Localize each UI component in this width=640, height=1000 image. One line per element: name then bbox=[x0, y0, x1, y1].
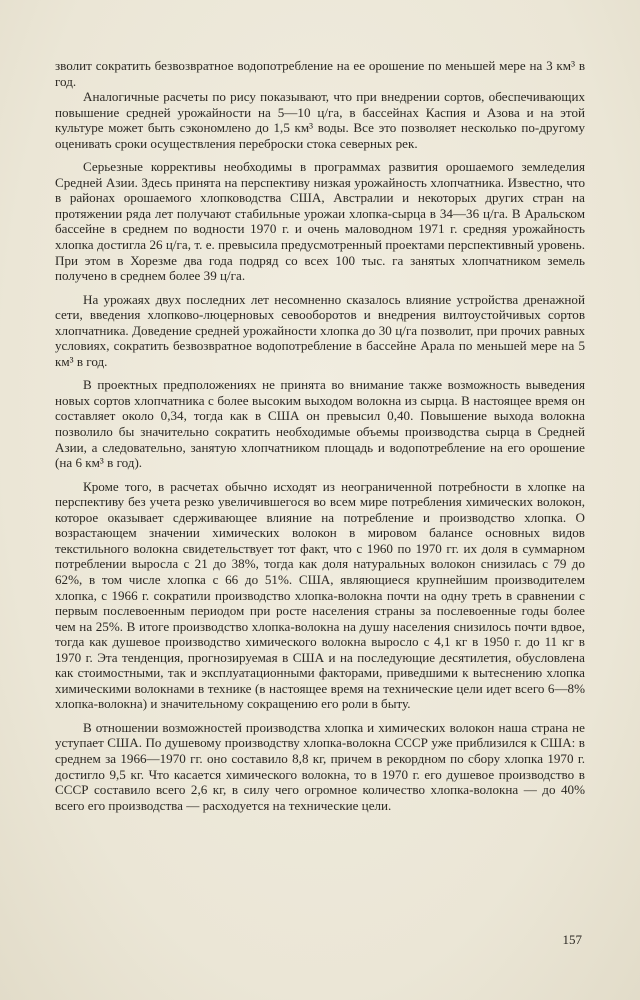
paragraph-continuation: зволит сократить безвозвратное водопотребление на ее орошение по меньшей мере на 3 км³ в год. bbox=[55, 58, 585, 89]
paragraph-fiber-yield: В проектных предположениях не принята во внимание также возможность выведения новых сортов хлопчатника с более высоким выходом волокна из сырца. В настоящее время он составляет около 0,34, тогда как в США он превысил 0,40. Повышение выхода волокна позволило бы значительно сократить необходимые объемы производства сырца в Средней Азии, а следовательно, занятую хлопчатником площадь и водопотребление на его орошение (на 6 км³ в год). bbox=[55, 377, 585, 471]
paragraph-ussr-production: В отношении возможностей производства хлопка и химических волокон наша страна не уступает США. По душевому производству хлопка-волокна СССР уже приблизился к США: в среднем за 1966—1970 гг. оно составило 8,8 кг, причем в рекордном по сбору хлопка 1970 г. достигло 9,5 кг. Что касается химического волокна, то в 1970 г. его душевое производство в СССР составило всего 2,6 кг, в силу чего огромное количество хлопка-волокна — до 40% всего его производства — расходуется на технические цели. bbox=[55, 719, 585, 813]
body-text bbox=[55, 58, 585, 813]
paragraph-chemical-fibers: Кроме того, в расчетах обычно исходят из неограниченной потребности в хлопке на перспективу без учета резко увеличившегося во всем мире потребления химических волокон, которое оказывает сдерживающее влияние на потребление и производство хлопка. О возрастающем значении химических волокон в мировом балансе основных видов текстильного волокна свидетельствует тот факт, что с 1960 по 1970 гг. их доля в суммарном потреблении выросла с 21 до 38%, тогда как доля натуральных волокон снизилась с 79 до 62%, в том числе хлопка с 66 до 51%. США, являющиеся крупнейшим производителем хлопка, с 1966 г. сократили производство хлопка-волокна почти на одну треть в сравнении с первым послевоенным периодом при росте населения страны за послевоенные годы более чем на 25%. В итоге производство хлопка-волокна на душу населения снизилось почти вдвое, тогда как душевое производство химического волокна выросло с 4,1 кг в 1950 г. до 11 кг в 1970 г. Эта тенденция, прогнозируемая в США и на последующие десятилетия, обусловлена как стоимостными, так и эксплуатационными факторами, приведшими к вытеснению хлопка химическими волокнами в технике (в настоящее время на технические цели идет всего 6—8% хлопка-волокна) и значительному сокращению его роли в быту. bbox=[55, 478, 585, 712]
paragraph-recent-harvests: На урожаях двух последних лет несомненно сказалось влияние устройства дренажной сети, введения хлопково-люцерновых севооборотов и внедрения вилтоустойчивых сортов хлопчатника. Доведение средней урожайности хлопка до 30 ц/га позволит, при прочих равных условиях, сократить безвозвратное водопотребление в бассейне Арала по меньшей мере на 5 км³ в год. bbox=[55, 291, 585, 369]
paragraph-central-asia-irrigation: Серьезные коррективы необходимы в программах развития орошаемого земледелия Средней Азии. Здесь принята на перспективу низкая урожайность хлопчатника. Известно, что в районах орошаемого хлопководства США, Австралии и некоторых других стран на протяжении ряда лет получают стабильные урожаи хлопка-сырца в 34—36 ц/га. В Аральском бассейне в среднем по водности 1970 г. и очень маловодном 1971 г. средняя урожайность хлопка достигла 26 ц/га, т. е. превысила предусмотренный проектами перспективный уровень. При этом в Хорезме два года подряд со всех 100 тыс. га занятых хлопчатником земель получено в среднем более 39 ц/га. bbox=[55, 159, 585, 284]
paragraph-rice-yields: Аналогичные расчеты по рису показывают, что при внедрении сортов, обеспечивающих повышение средней урожайности на 5—10 ц/га, в бассейнах Каспия и Азова и на этой культуре может быть сэкономлено до 1,5 км³ воды. Все это позволяет несколько по-другому оценивать сроки осуществления переброски стока северных рек. bbox=[55, 89, 585, 151]
page-number: 157 bbox=[562, 932, 582, 947]
